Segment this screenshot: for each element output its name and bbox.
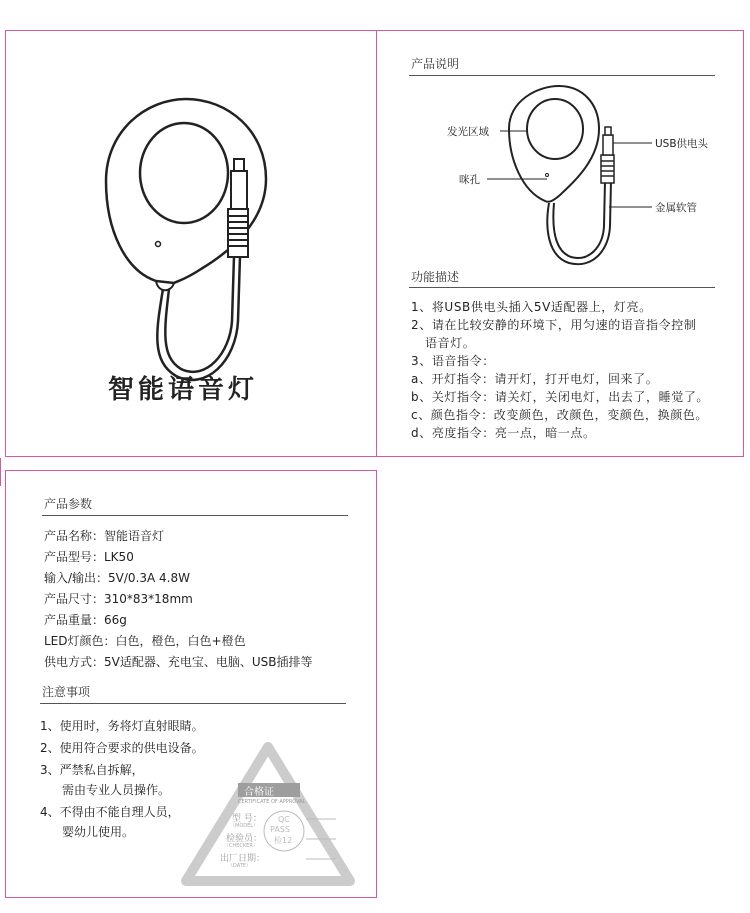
stamp-number: 检12 — [274, 836, 293, 845]
certificate-badge — [6, 471, 378, 899]
product-params-panel — [5, 470, 377, 898]
cut-mark — [0, 458, 1, 486]
params-heading: 产品参数 — [44, 497, 93, 511]
note-line: 3、严禁私自拆解， — [40, 763, 144, 777]
cert-model-en: （MODEL） — [230, 823, 259, 829]
cert-subtitle: CERTIFICATE OF APPROVAL — [238, 799, 306, 805]
note-line: 2、使用符合要求的供电设备。 — [40, 741, 204, 755]
cert-date-label: 出厂日期： — [220, 854, 266, 864]
function-line: 3、语音指令： — [411, 354, 495, 368]
label-usb-head: USB供电头 — [655, 138, 709, 150]
param-line: 产品名称：智能语音灯 — [44, 529, 165, 543]
product-description-panel — [376, 30, 744, 457]
param-line: 产品重量：66g — [44, 613, 127, 627]
param-line: LED灯颜色：白色，橙色，白色+橙色 — [44, 634, 246, 648]
function-line: 语音灯。 — [425, 336, 476, 350]
param-line: 输入/输出：5V/0.3A 4.8W — [44, 571, 190, 585]
note-line: 需由专业人员操作。 — [62, 783, 171, 797]
cert-date-en: （DATE） — [228, 863, 252, 869]
function-heading: 功能描述 — [411, 270, 460, 284]
note-line: 1、使用时，务将灯直射眼睛。 — [40, 719, 204, 733]
cert-title: 合格证 — [244, 787, 274, 798]
note-line: 婴幼儿使用。 — [62, 825, 135, 839]
function-line: 2、请在比较安静的环境下，用匀速的语音指令控制 — [411, 318, 697, 332]
notes-heading: 注意事项 — [42, 685, 91, 699]
stamp-qc: QC — [278, 815, 290, 824]
function-line: b、关灯指令：请关灯，关闭电灯，出去了，睡觉了。 — [411, 390, 710, 404]
function-line: d、亮度指令：亮一点，暗一点。 — [411, 426, 596, 440]
label-mic-hole: 咪孔 — [459, 174, 480, 186]
stamp-pass: PASS — [270, 825, 290, 834]
function-line: c、颜色指令：改变颜色，改颜色，变颜色，换颜色。 — [411, 408, 708, 422]
product-description-heading: 产品说明 — [411, 57, 460, 71]
cert-checker-en: （CHECKER） — [224, 843, 258, 849]
cert-model-label: 型 号： — [232, 814, 262, 824]
param-line: 供电方式：5V适配器、充电宝、电脑、USB插排等 — [44, 655, 313, 669]
label-metal-hose: 金属软管 — [655, 202, 697, 214]
note-line: 4、不得由不能自理人员， — [40, 805, 180, 819]
divider — [409, 287, 715, 288]
label-light-area: 发光区域 — [447, 126, 489, 138]
param-line: 产品型号：LK50 — [44, 550, 134, 564]
product-title: 智能语音灯 — [108, 375, 259, 405]
lamp-diagram — [377, 31, 745, 281]
product-cover-panel — [5, 30, 377, 457]
cert-checker-label: 检验员： — [226, 834, 263, 844]
function-line: 1、将USB供电头插入5V适配器上，灯亮。 — [411, 300, 652, 314]
function-line: a、开灯指令：请开灯，打开电灯，回来了。 — [411, 372, 659, 386]
param-line: 产品尺寸：310*83*18mm — [44, 592, 193, 606]
